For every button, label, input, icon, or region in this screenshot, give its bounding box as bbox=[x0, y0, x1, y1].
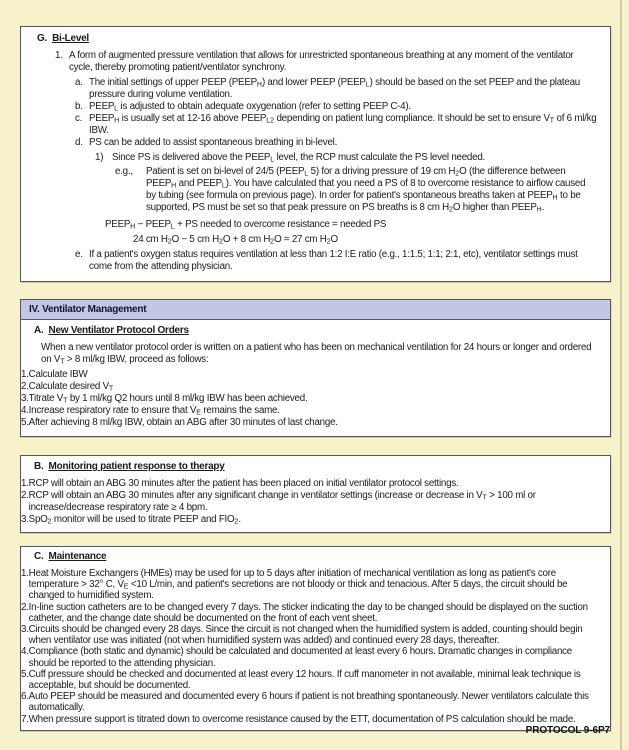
item-label: 1. bbox=[55, 50, 63, 61]
section-banner: IV. Ventilator Management bbox=[21, 300, 610, 320]
protocol-footer-label: PROTOCOL 9-6P7 bbox=[525, 725, 610, 736]
list-item bbox=[95, 152, 597, 164]
item-label: 1. bbox=[21, 568, 29, 579]
item-text: Patient is set on bi-level of 24/5 ($PEEP_L$ 5) for a driving pressure of 19 cm $H_2O$ (the difference between $PEEP_H$ and $PEEP_L$). You have calculated that you need a PS of 8 to overcome resistance to airflow caused by tubing (see formula on previous page). In order for patient's spontaneous breaths taken at $PEEP_H$ to be supported, PS must be set so that peak pressure on PS breaths is 8 cm $H_2O$ higher than $PEEP_H$. bbox=[146, 166, 586, 214]
item-label: a. bbox=[75, 77, 83, 88]
item-text: Calculate IBW bbox=[28, 369, 88, 380]
protocol-sections bbox=[20, 26, 611, 731]
item-text: Since PS is delivered above the $PEEP_L$ level, the RCP must calculate the PS level needed. bbox=[112, 152, 485, 164]
item-text: $PEEP_L$ is adjusted to obtain adequate oxygenation (refer to setting PEEP C-4). bbox=[89, 101, 411, 113]
item-text: The initial settings of upper PEEP $(PEEP_H)$ and lower PEEP $(PEEP_L)$ should be based on the set PEEP and the plateau pressure during volume ventilation. bbox=[89, 77, 580, 100]
item-label: 3. bbox=[21, 514, 29, 525]
panel-body bbox=[21, 547, 610, 730]
item-label: 1) bbox=[95, 152, 104, 163]
item-label: 2. bbox=[21, 381, 29, 392]
section-heading-title: Bi-Level bbox=[52, 33, 89, 44]
item-label: 4. bbox=[21, 646, 29, 658]
section-heading-title: New Ventilator Protocol Orders bbox=[48, 325, 189, 336]
example-item bbox=[115, 166, 597, 214]
item-label: 2. bbox=[21, 490, 29, 501]
list-item bbox=[21, 646, 597, 668]
list-item bbox=[55, 50, 597, 74]
panel-body bbox=[21, 320, 610, 436]
list-item bbox=[21, 490, 597, 514]
list-item bbox=[21, 568, 597, 602]
list-item bbox=[21, 417, 597, 429]
section-heading-prefix: C. bbox=[34, 551, 44, 562]
list-item bbox=[75, 77, 597, 101]
section-heading-prefix: G. bbox=[37, 33, 48, 44]
item-label: 5. bbox=[21, 668, 29, 680]
page-edge-shadow bbox=[620, 0, 622, 750]
item-text: $PEEP_H$ is usually set at 12-16 above $PEEP_{L2}$ depending on patient lung compliance. It should be set to ensure $V_T$ of 6 ml/kg IBW. bbox=[89, 113, 597, 136]
item-text: If a patient's oxygen status requires ventilation at less than 1:2 I:E ratio (e.g., 1:1.5; 1:1; 2:1, etc), ventilator settings must come from the attending physician. bbox=[89, 249, 578, 272]
list-item bbox=[21, 405, 597, 417]
list-item bbox=[21, 478, 597, 490]
item-text: SpO$_2$ monitor will be used to titrate PEEP and $FIO_2$. bbox=[28, 514, 241, 526]
panel-body bbox=[21, 27, 610, 281]
item-label: 3. bbox=[21, 624, 29, 636]
formula-text: $PEEP_H$ − $PEEP_L$ + PS needed to overcome resistance = needed PS bbox=[105, 219, 387, 231]
item-text: Auto PEEP should be measured and documented every 6 hours if patient is not breathing spontaneously. Newer ventilators calculate this automatically. bbox=[28, 691, 589, 714]
item-text: PS can be added to assist spontaneous breathing in bi-level. bbox=[89, 137, 338, 148]
item-text: Compliance (both static and dynamic) should be calculated and documented at least every 6 hours. Dramatic changes in compliance should be reported to the attending physician. bbox=[28, 646, 572, 669]
item-text: In-line suction catheters are to be changed every 7 days. The sticker indicating the day to be changed should be displayed on the suction catheter, and the change date should be documented on the front of each vent sheet. bbox=[28, 601, 588, 624]
formula2-text: 24 cm $H_2O - 5$ cm $H_2O + 8$ cm $H_2O = 27$ cm $H_2O$ bbox=[133, 234, 338, 246]
item-text: After achieving 8 ml/kg IBW, obtain an ABG after 30 minutes of last change. bbox=[28, 417, 338, 428]
list-item bbox=[75, 113, 597, 137]
item-label: d. bbox=[75, 137, 83, 148]
list-item bbox=[75, 249, 597, 273]
section-heading-prefix: A. bbox=[34, 325, 44, 336]
section-heading-title: Monitoring patient response to therapy bbox=[48, 461, 225, 472]
list-item bbox=[21, 714, 597, 725]
list-item bbox=[21, 369, 597, 381]
item-text: Calculate desired $V_T$ bbox=[28, 381, 114, 393]
section-heading bbox=[34, 461, 597, 473]
item-text: Heat Moisture Exchangers (HMEs) may be used for up to 5 days after initiation of mechanical ventilation as long as patient's core temperature > 32° C, $V̇_E <10$ L/min, and patient's secretions are not bloody or thick and tenacious. After 5 days, the circuit should be changed to humidified system. bbox=[28, 568, 568, 602]
list-item bbox=[21, 393, 597, 405]
list-item bbox=[21, 381, 597, 393]
item-label: 5. bbox=[21, 417, 29, 428]
item-label: e.g., bbox=[115, 166, 133, 177]
item-text: Increase respiratory rate to ensure that $V̇_E$ remains the same. bbox=[28, 405, 280, 417]
item-text: When pressure support is titrated down to overcome resistance caused by the ETT, documentation of PS calculation should be made. bbox=[28, 713, 576, 725]
item-label: 7. bbox=[21, 713, 29, 725]
section-heading-title: Maintenance bbox=[48, 551, 107, 562]
section-heading bbox=[37, 33, 597, 45]
item-label: 1. bbox=[21, 478, 29, 489]
item-label: 3. bbox=[21, 393, 29, 404]
item-label: e. bbox=[75, 249, 83, 260]
item-label: 1. bbox=[21, 369, 29, 380]
item-text: Cuff pressure should be checked and documented at least every 12 hours. If cuff manometer in not available, minimal leak technique is acceptable, but should be documented. bbox=[28, 668, 581, 692]
item-text: A form of augmented pressure ventilation that allows for unrestricted spontaneous breathing at any moment of the ventilator cycle, thereby promoting patient/ventilator synchrony. bbox=[69, 50, 574, 73]
item-label: 2. bbox=[21, 601, 29, 613]
list-item bbox=[21, 514, 597, 526]
panel-bilevel bbox=[20, 26, 611, 282]
list-item bbox=[21, 602, 597, 624]
list-item bbox=[21, 669, 597, 691]
panel-ventilator-management bbox=[20, 299, 611, 437]
item-label: 4. bbox=[21, 405, 29, 416]
section-heading-prefix: B. bbox=[34, 461, 44, 472]
section-heading bbox=[34, 325, 597, 337]
item-text: Circuits should be changed every 28 days. Since the circuit is not changed when the humidified system is added, counting should begin when ventilator use was initiated (not when humidified system was added) and continued every 28 days, thereafter. bbox=[28, 624, 583, 647]
item-label: c. bbox=[75, 113, 83, 124]
item-label: b. bbox=[75, 101, 83, 112]
list-item bbox=[21, 624, 597, 646]
item-text: RCP will obtain an ABG 30 minutes after any significant change in ventilator settings (increase or decrease in $V_T > 100$ ml or increase/decrease respiratory rate ≥ 4 bpm. bbox=[28, 490, 536, 513]
list-item bbox=[75, 101, 597, 113]
panel-body bbox=[21, 456, 610, 532]
panel-monitoring bbox=[20, 455, 611, 533]
item-text: Titrate $V_T$ by 1 ml/kg Q2 hours until 8 ml/kg IBW has been achieved. bbox=[28, 393, 308, 405]
list-item bbox=[75, 137, 597, 149]
panel-maintenance bbox=[20, 546, 611, 731]
section-heading bbox=[34, 551, 597, 563]
item-label: 6. bbox=[21, 691, 29, 703]
intro-text: When a new ventilator protocol order is written on a patient who has been on mechanical ventilation for 24 hours or longer and ordered on $V_T > 8$ ml/kg IBW, proceed as follows: bbox=[41, 342, 592, 366]
item-text: RCP will obtain an ABG 30 minutes after the patient has been placed on initial ventilator protocol settings. bbox=[28, 478, 459, 489]
list-item bbox=[21, 691, 597, 713]
